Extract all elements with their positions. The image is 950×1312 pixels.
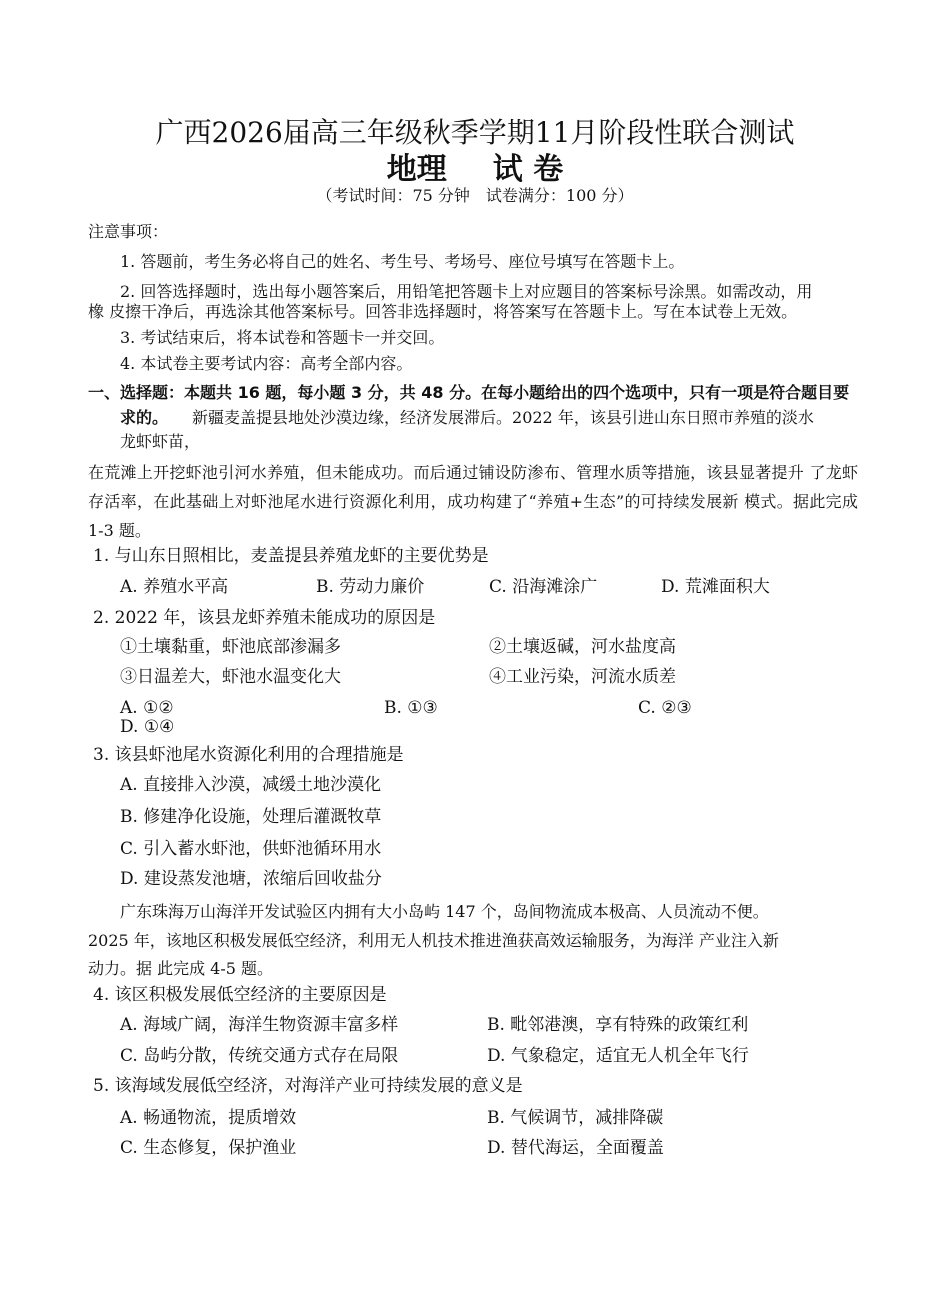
notice-heading: 注意事项：	[88, 222, 169, 241]
q5-option-b: B. 气候调节，减排降碳	[487, 1108, 664, 1128]
q2-item: ②土壤返碱，河水盐度高	[489, 637, 676, 657]
q2-item: ④工业污染，河流水质差	[489, 667, 676, 687]
passage2-line: 动力。据 此完成 4-5 题。	[88, 959, 274, 978]
exam-title: 广西2026届高三年级秋季学期11月阶段性联合测试	[155, 116, 795, 149]
section-heading: 一、选择题：本题共 16 题，每小题 3 分，共 48 分。在每小题给出的四个选项中，只有一项是符合题目要	[88, 383, 850, 402]
q5-option-a: A. 畅通物流，提质增效	[120, 1108, 297, 1128]
q5-option-d: D. 替代海运，全面覆盖	[487, 1138, 664, 1158]
notice-item: 3. 考试结束后，将本试卷和答题卡一并交回。	[120, 328, 445, 347]
q3-option-a: A. 直接排入沙漠，减缓土地沙漠化	[120, 775, 382, 795]
passage1: 在荒滩上开挖虾池引河水养殖，但未能成功。而后通过铺设防渗布、管理水质等措施，该县显著提升 了龙虾存活率，在此基础上对虾池尾水进行资源化利用，成功构建了“养殖+生态”的可持续发展新 模式。据此完成 1-3 题。	[88, 463, 858, 540]
q1-option-b: B. 劳动力廉价	[316, 577, 425, 597]
q3-option-b: B. 修建净化设施，处理后灌溉牧草	[120, 807, 382, 827]
section-heading-cont	[120, 408, 814, 427]
notice-item: 橡 皮擦干净后，再选涂其他答案标号。回答非选择题时，将答案写在答题卡上。写在本试卷上无效。	[88, 302, 798, 321]
q3-option-c: C. 引入蓄水虾池，供虾池循环用水	[120, 839, 382, 859]
notice-item: 4. 本试卷主要考试内容：高考全部内容。	[120, 354, 413, 373]
q4-option-b: B. 毗邻港澳，享有特殊的政策红利	[487, 1015, 749, 1035]
question-2-stem: 2. 2022 年，该县龙虾养殖未能成功的原因是	[93, 608, 436, 628]
q2-option-c: C. ②③	[638, 698, 692, 718]
passage1-intro-cont: 龙虾虾苗，	[120, 432, 201, 451]
q2-option-b: B. ①③	[384, 698, 438, 718]
q4-option-d: D. 气象稳定，适宜无人机全年飞行	[487, 1046, 749, 1066]
q4-option-a: A. 海域广阔，海洋生物资源丰富多样	[120, 1015, 399, 1035]
passage2-line: 2025 年，该地区积极发展低空经济，利用无人机技术推进渔获高效运输服务，为海洋 产业注入新	[88, 931, 779, 950]
passage2-line: 广东珠海万山海洋开发试验区内拥有大小岛屿 147 个，岛间物流成本极高、人员流动不便。	[120, 902, 769, 921]
q1-option-c: C. 沿海滩涂广	[489, 577, 598, 597]
question-4-stem: 4. 该区积极发展低空经济的主要原因是	[93, 985, 387, 1005]
paper-label: 试 卷	[492, 152, 564, 187]
q4-option-c: C. 岛屿分散，传统交通方式存在局限	[120, 1046, 399, 1066]
section-heading-end: 求的。	[120, 408, 169, 427]
q2-option-a: A. ①②	[120, 698, 174, 718]
subject-title	[0, 152, 950, 188]
question-3-stem: 3. 该县虾池尾水资源化利用的合理措施是	[93, 745, 404, 765]
question-1-stem: 1. 与山东日照相比，麦盖提县养殖龙虾的主要优势是	[93, 546, 489, 566]
question-5-stem: 5. 该海域发展低空经济，对海洋产业可持续发展的意义是	[93, 1076, 523, 1096]
notice-item: 2. 回答选择题时，选出每小题答案后，用铅笔把答题卡上对应题目的答案标号涂黑。如需改动，用	[120, 282, 813, 301]
subject-name: 地理	[386, 152, 447, 187]
q3-option-d: D. 建设蒸发池塘，浓缩后回收盐分	[120, 869, 382, 889]
q5-option-c: C. 生态修复，保护渔业	[120, 1138, 297, 1158]
passage1-intro: 新疆麦盖提县地处沙漠边缘，经济发展滞后。2022 年，该县引进山东日照市养殖的淡水	[192, 408, 814, 427]
notice-item: 1. 答题前，考生务必将自己的姓名、考生号、考场号、座位号填写在答题卡上。	[120, 252, 685, 271]
q2-item: ①土壤黏重，虾池底部渗漏多	[120, 637, 341, 657]
q2-item: ③日温差大，虾池水温变化大	[120, 667, 341, 687]
q2-option-d: D. ①④	[120, 717, 175, 737]
q1-option-a: A. 养殖水平高	[120, 577, 229, 597]
q1-option-d: D. 荒滩面积大	[661, 577, 770, 597]
exam-info: （考试时间：75 分钟 试卷满分：100 分）	[316, 186, 634, 205]
